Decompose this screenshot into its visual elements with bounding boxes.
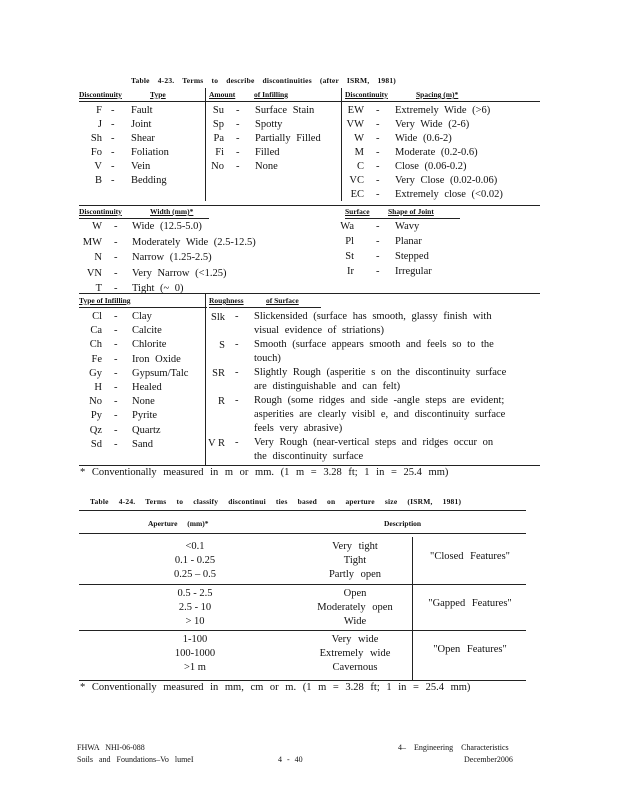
spacing-item-dash: - (376, 105, 380, 116)
footer-date: December2006 (464, 755, 513, 764)
table-4-24-header-rule (79, 533, 526, 534)
header-discontinuity: Discontinuity (79, 90, 122, 99)
roughness-code: S (219, 340, 225, 351)
aperture-value: 2.5 - 10 (178, 602, 212, 613)
infilling-item-code: Ch (89, 339, 102, 351)
amount-item-dash: - (236, 147, 240, 158)
infilling-item-label: Gypsum/Talc (132, 367, 189, 379)
roughness-dash: - (235, 395, 239, 406)
spacing-item-label: Wide (0.6-2) (395, 133, 452, 144)
aperture-description: Wide (343, 616, 367, 627)
header-roughness: Roughness (209, 296, 244, 305)
shape-item-dash: - (376, 266, 380, 277)
spacing-item-label: Extremely Wide (>6) (395, 105, 491, 116)
shape-item-label: Planar (395, 236, 422, 247)
type-item-label: Foliation (131, 147, 169, 158)
roughness-desc-line: Slickensided (surface has smooth, glassy finish with (254, 311, 492, 322)
shape-item-label: Wavy (395, 221, 420, 232)
infilling-item-label: Clay (132, 311, 152, 322)
infilling-item-dash: - (114, 339, 118, 351)
header-type: Type (150, 90, 166, 99)
roughness-dash: - (235, 437, 239, 448)
infilling-item-code: Cl (92, 311, 102, 322)
type-item-dash: - (111, 133, 115, 144)
aperture-description: Partly open (328, 569, 382, 580)
table-4-24-caption: Table 4-24. Terms to classify discontinui ties based on aperture size (ISRM, 1981) (90, 497, 462, 506)
header-spacing: Spacing (m)* (416, 90, 459, 99)
roughness-desc-line: visual evidence of striations) (254, 325, 385, 336)
width-item-label: Narrow (1.25-2.5) (132, 252, 212, 263)
amount-item-dash: - (236, 119, 240, 130)
roughness-code: V R (207, 438, 225, 449)
roughness-desc-line: are distinguishable and can felt) (254, 381, 401, 392)
width-header-rule (79, 218, 209, 219)
table-4-24-top-rule (79, 510, 526, 511)
spacing-item-dash: - (376, 189, 380, 200)
width-item-code: MW (82, 236, 102, 248)
header-shape-of-joint: Shape of Joint (388, 207, 434, 216)
infilling-item-label: Pyrite (132, 410, 158, 422)
width-item-dash: - (114, 236, 118, 248)
spacing-item-dash: - (376, 119, 380, 130)
infilling-item-label: Healed (132, 382, 162, 393)
aperture-description: Tight (343, 555, 367, 566)
header-aperture: Aperture (mm)* (148, 519, 209, 528)
aperture-description: Cavernous (332, 662, 378, 673)
table-4-24-bottom-rule (79, 680, 526, 681)
type-item-code: Fo (90, 147, 102, 158)
header-of-surface: of Surface (266, 296, 299, 305)
roughness-desc-line: asperities are clearly visibl e, and discontinuity surface (254, 409, 506, 420)
aperture-description: Moderately open (317, 602, 393, 613)
amount-item-label: None (255, 161, 278, 172)
spacing-item-label: Very Wide (2-6) (395, 119, 470, 130)
infilling-item-dash: - (114, 353, 118, 365)
spacing-item-label: Very Close (0.02-0.06) (395, 175, 498, 186)
aperture-value: 0.5 - 2.5 (177, 588, 213, 599)
roughness-desc-line: Rough (some ridges and side -angle steps are evident; (254, 395, 505, 406)
roughness-dash: - (235, 311, 239, 322)
width-item-label: Very Narrow (<1.25) (132, 267, 227, 279)
roughness-dash: - (235, 339, 239, 350)
header-type-of-infilling: Type of Infilling (79, 296, 131, 305)
shape-item-code: Wa (340, 221, 354, 232)
footer-page-number: 4 - 40 (278, 755, 303, 764)
amount-item-dash: - (236, 133, 240, 144)
feature-column-divider (412, 537, 413, 680)
roughness-dash: - (235, 367, 239, 378)
table-4-23-footnote: * Conventionally measured in m or mm. (1 m = 3.28 ft; 1 in = 25.4 mm) (80, 467, 449, 478)
shape-item-label: Irregular (395, 266, 432, 277)
infilling-item-code: Ca (90, 325, 102, 337)
aperture-feature: "Gapped Features" (428, 598, 512, 609)
shape-item-code: Ir (347, 266, 354, 277)
type-item-dash: - (111, 105, 115, 116)
spacing-item-dash: - (376, 147, 380, 158)
width-item-code: W (92, 221, 102, 232)
aperture-group-rule (79, 630, 526, 631)
infilling-item-dash: - (114, 382, 118, 393)
infilling-item-dash: - (114, 410, 118, 422)
roughness-desc-line: touch) (254, 353, 281, 364)
roughness-code: Slk (210, 312, 225, 323)
header-discontinuity-spacing: Discontinuity (345, 90, 388, 99)
roughness-desc-line: Smooth (surface appears smooth and feels so to the (254, 339, 494, 350)
aperture-value: 0.25 – 0.5 (174, 569, 216, 580)
shape-item-dash: - (376, 221, 380, 232)
aperture-value: >1 m (184, 662, 206, 673)
shape-item-code: Pl (345, 236, 354, 247)
spacing-item-code: EC (350, 189, 364, 200)
header-description: Description (384, 519, 422, 528)
width-item-label: Moderately Wide (2.5-12.5) (132, 236, 256, 248)
infilling-item-dash: - (114, 367, 118, 379)
type-item-code: J (97, 119, 102, 130)
aperture-value: > 10 (185, 616, 205, 627)
header-surface: Surface (345, 207, 370, 216)
header-width: Width (mm)* (150, 207, 194, 216)
width-item-code: VN (86, 267, 102, 279)
aperture-description: Extremely wide (319, 648, 391, 659)
amount-item-label: Filled (255, 147, 280, 158)
infilling-item-label: None (132, 396, 155, 408)
type-item-code: V (94, 161, 102, 172)
type-item-label: Fault (131, 105, 153, 116)
table-4-23-caption: Table 4-23. Terms to describe discontinuities (after ISRM, 1981) (131, 76, 396, 85)
header-of-infilling: of Infilling (254, 90, 288, 99)
infilling-item-label: Quartz (132, 424, 161, 436)
type-item-label: Bedding (131, 175, 167, 186)
spacing-item-code: VW (346, 119, 364, 130)
header-discontinuity-width: Discontinuity (79, 207, 122, 216)
amount-item-dash: - (236, 161, 240, 172)
type-item-label: Shear (131, 133, 155, 144)
infilling-item-dash: - (114, 424, 118, 436)
type-item-label: Joint (131, 119, 152, 130)
shape-item-dash: - (376, 236, 380, 247)
aperture-feature: "Open Features" (433, 644, 507, 655)
roughness-desc-line: feels very abrasive) (254, 423, 343, 434)
amount-item-code: Pa (213, 133, 224, 144)
width-item-code: T (95, 283, 102, 294)
amount-item-label: Spotty (255, 119, 283, 130)
aperture-group-rule (79, 584, 526, 585)
infilling-header-rule (79, 307, 207, 308)
type-item-dash: - (111, 175, 115, 186)
footer-doc-title: Soils and Foundations–Vo lumeI (77, 755, 194, 764)
infilling-item-label: Chlorite (132, 339, 167, 351)
amount-item-label: Surface Stain (255, 105, 315, 116)
amount-item-label: Partially Filled (255, 133, 321, 144)
roughness-desc-line: Slightly Rough (asperitie s on the discontinuity surface (254, 367, 507, 378)
roughness-desc-line: Very Rough (near-vertical steps and ridges occur on (254, 437, 494, 448)
section-rule-2 (79, 205, 540, 206)
spacing-item-code: M (354, 147, 364, 158)
type-item-code: Sh (90, 133, 102, 144)
roughness-header-rule (209, 307, 321, 308)
aperture-value: 0.1 - 0.25 (174, 555, 216, 566)
infilling-item-dash: - (114, 396, 118, 408)
infilling-item-label: Sand (132, 438, 153, 450)
roughness-code: R (217, 396, 225, 407)
spacing-item-code: EW (347, 105, 364, 116)
type-item-dash: - (111, 147, 115, 158)
width-item-code: N (94, 252, 102, 263)
aperture-value: 100-1000 (174, 648, 216, 659)
amount-item-code: Fi (215, 147, 224, 158)
aperture-description: Very wide (331, 634, 379, 645)
infilling-item-dash: - (114, 311, 118, 322)
shape-header-rule (345, 218, 460, 219)
shape-item-dash: - (376, 251, 380, 262)
spacing-item-dash: - (376, 133, 380, 144)
amount-item-dash: - (236, 105, 240, 116)
type-item-code: B (94, 175, 102, 186)
table-4-24-footnote: * Conventionally measured in mm, cm or m. (1 m = 3.28 ft; 1 in = 25.4 mm) (80, 682, 471, 693)
type-item-dash: - (111, 161, 115, 172)
amount-item-code: No (211, 161, 224, 172)
spacing-item-dash: - (376, 161, 380, 172)
type-item-code: F (96, 105, 102, 116)
infilling-item-dash: - (114, 438, 118, 450)
aperture-feature: "Closed Features" (430, 551, 510, 562)
width-item-dash: - (114, 267, 118, 279)
infilling-item-code: No (89, 396, 102, 408)
amount-item-code: Sp (212, 119, 224, 130)
aperture-value: <0.1 (185, 541, 205, 552)
infilling-item-code: Py (90, 410, 102, 422)
infilling-item-code: Gy (89, 367, 102, 379)
shape-item-code: St (345, 251, 354, 262)
infilling-item-label: Calcite (132, 325, 162, 337)
spacing-item-label: Extremely close (<0.02) (395, 189, 503, 200)
type-item-dash: - (111, 119, 115, 130)
footer-doc-number: FHWA NHI-06-088 (77, 743, 145, 752)
infilling-item-label: Iron Oxide (132, 353, 181, 365)
infilling-item-code: Fe (91, 353, 102, 365)
spacing-item-label: Close (0.06-0.2) (395, 161, 467, 172)
width-item-dash: - (114, 221, 118, 232)
width-item-label: Wide (12.5-5.0) (132, 221, 202, 232)
infilling-item-code: H (94, 382, 102, 393)
aperture-description: Open (343, 588, 367, 599)
type-item-label: Vein (131, 161, 151, 172)
spacing-item-code: W (354, 133, 364, 144)
amount-item-code: Su (212, 105, 224, 116)
spacing-item-code: C (356, 161, 364, 172)
table-4-23-bottom-rule (79, 465, 540, 466)
roughness-code: SR (212, 368, 225, 379)
shape-item-label: Stepped (395, 251, 429, 262)
width-item-label: Tight (~ 0) (132, 283, 184, 294)
spacing-item-code: VC (349, 175, 364, 186)
infilling-item-code: Qz (89, 424, 102, 436)
section-rule-3 (79, 293, 540, 294)
header-amount: Amount (209, 90, 236, 99)
footer-chapter: 4– Engineering Characteristics (398, 743, 509, 752)
spacing-item-dash: - (376, 175, 380, 186)
width-item-dash: - (114, 283, 118, 294)
width-item-dash: - (114, 252, 118, 263)
header-rule-1 (79, 101, 540, 102)
spacing-item-label: Moderate (0.2-0.6) (395, 147, 478, 158)
aperture-value: 1-100 (182, 634, 208, 645)
infilling-item-code: Sd (90, 438, 102, 450)
infilling-item-dash: - (114, 325, 118, 337)
aperture-description: Very tight (332, 541, 378, 552)
roughness-desc-line: the discontinuity surface (254, 451, 364, 462)
